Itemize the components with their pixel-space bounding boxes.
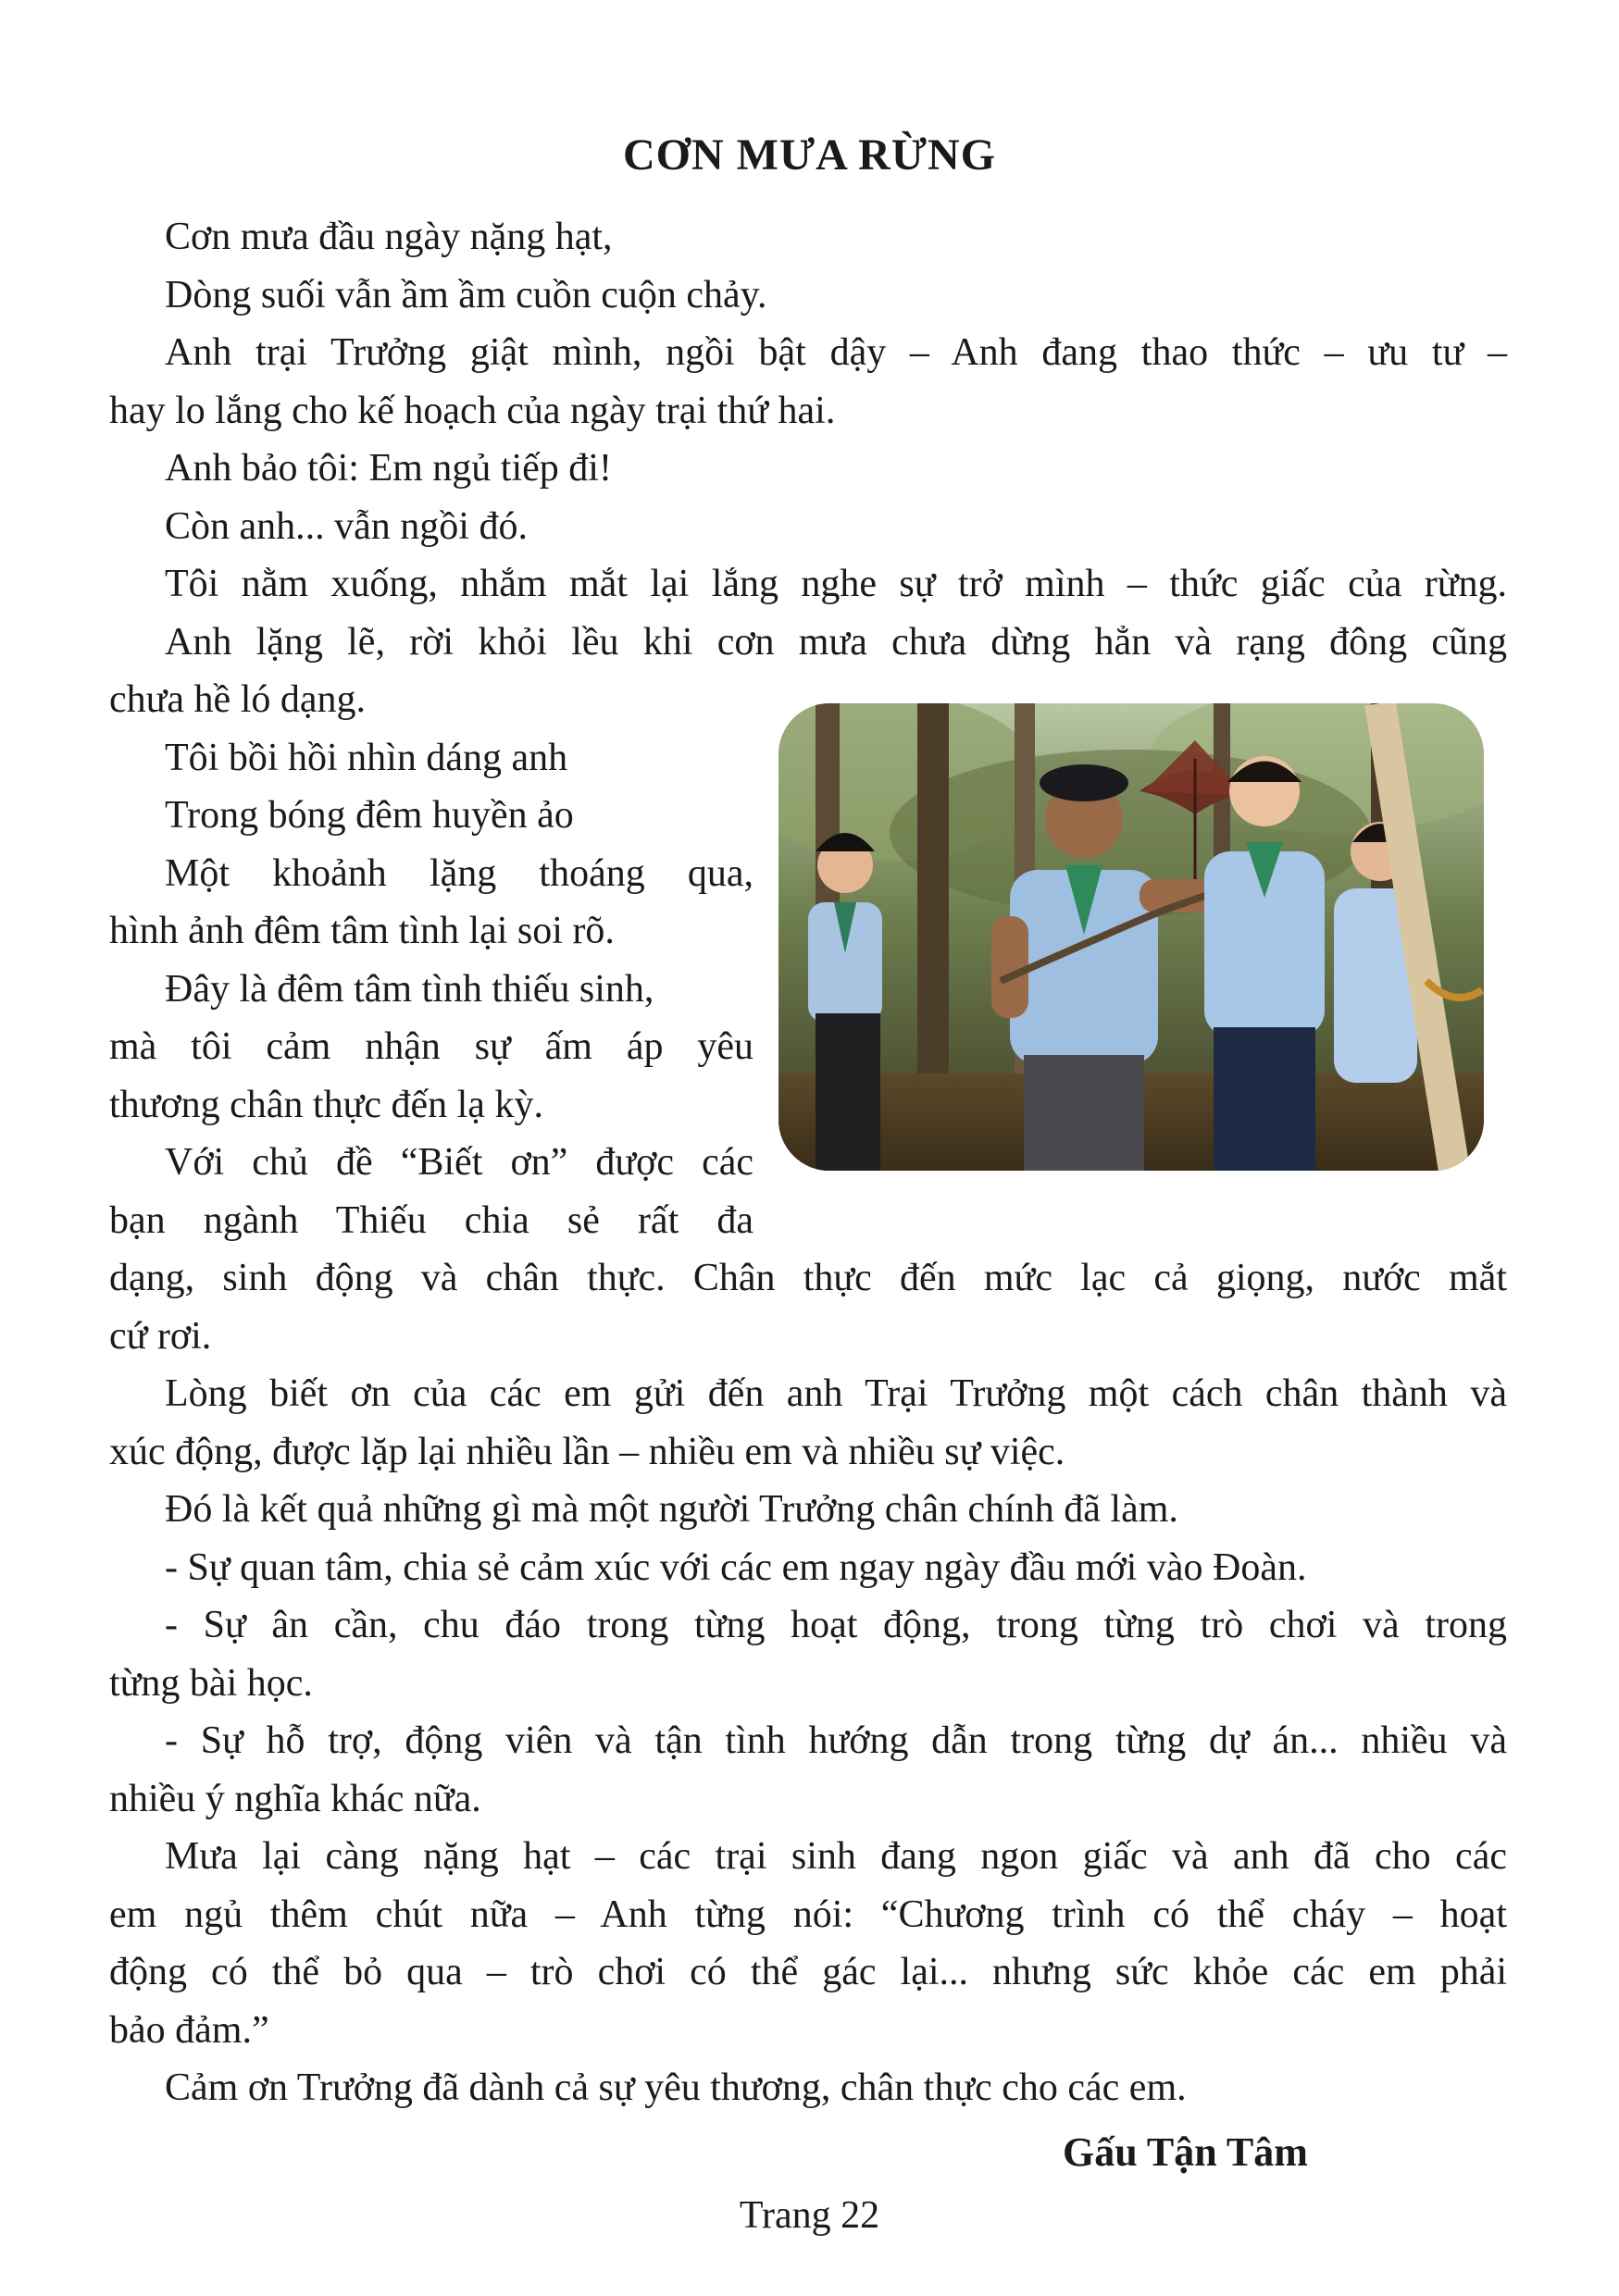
text-line: hình ảnh đêm tâm tình lại soi rõ. bbox=[109, 910, 615, 952]
text-line: Đây là đêm tâm tình thiếu sinh, bbox=[165, 968, 654, 1011]
text-line: hay lo lắng cho kế hoạch của ngày trại thứ hai. bbox=[109, 390, 836, 432]
article-title: CƠN MƯA RỪNG bbox=[622, 130, 997, 180]
text-line: thương chân thực đến lạ kỳ. bbox=[109, 1084, 543, 1126]
text-line: Đó là kết quả những gì mà một người Trưởng chân chính đã làm. bbox=[165, 1488, 1178, 1531]
text-line: - Sự hỗ trợ, động viên và tận tình hướng dẫn trong từng dự án... nhiều và bbox=[165, 1719, 1507, 1762]
text-line: - Sự quan tâm, chia sẻ cảm xúc với các em ngay ngày đầu mới vào Đoàn. bbox=[165, 1546, 1307, 1589]
text-line: Tôi bồi hồi nhìn dáng anh bbox=[165, 737, 568, 779]
text-line: Mưa lại càng nặng hạt – các trại sinh đang ngon giấc và anh đã cho các bbox=[165, 1835, 1507, 1878]
text-line: nhiều ý nghĩa khác nữa. bbox=[109, 1778, 481, 1820]
text-line: Với chủ đề “Biết ơn” được các bbox=[165, 1141, 753, 1184]
text-line: xúc động, được lặp lại nhiều lần – nhiều em và nhiều sự việc. bbox=[109, 1431, 1065, 1473]
forest-scout-photo bbox=[778, 703, 1484, 1171]
text-line: từng bài học. bbox=[109, 1662, 313, 1705]
text-line: Tôi nằm xuống, nhắm mắt lại lắng nghe sự trở mình – thức giấc của rừng. bbox=[165, 563, 1507, 605]
page-number: Trang 22 bbox=[739, 2194, 880, 2237]
text-line: - Sự ân cần, chu đáo trong từng hoạt động, trong từng trò chơi và trong bbox=[165, 1604, 1507, 1646]
text-line: Cơn mưa đầu ngày nặng hạt, bbox=[165, 216, 613, 258]
text-line: Trong bóng đêm huyền ảo bbox=[165, 794, 574, 837]
text-line: mà tôi cảm nhận sự ấm áp yêu bbox=[109, 1025, 753, 1068]
text-line: bạn ngành Thiếu chia sẻ rất đa bbox=[109, 1199, 753, 1242]
text-line: bảo đảm.” bbox=[109, 2009, 269, 2052]
text-line: Dòng suối vẫn ầm ầm cuồn cuộn chảy. bbox=[165, 274, 767, 316]
text-line: Cảm ơn Trưởng đã dành cả sự yêu thương, chân thực cho các em. bbox=[165, 2066, 1187, 2109]
text-line: chưa hề ló dạng. bbox=[109, 678, 366, 721]
text-line: Anh bảo tôi: Em ngủ tiếp đi! bbox=[165, 447, 612, 490]
text-line: Anh trại Trưởng giật mình, ngồi bật dậy – Anh đang thao thức – ưu tư – bbox=[165, 331, 1507, 374]
text-line: Một khoảnh lặng thoáng qua, bbox=[165, 852, 753, 895]
text-line: dạng, sinh động và chân thực. Chân thực đến mức lạc cả giọng, nước mắt bbox=[109, 1257, 1507, 1299]
text-line: Lòng biết ơn của các em gửi đến anh Trại Trưởng một cách chân thành và bbox=[165, 1372, 1507, 1415]
author-signature: Gấu Tận Tâm bbox=[1063, 2129, 1308, 2175]
text-line: em ngủ thêm chút nữa – Anh từng nói: “Chương trình có thể cháy – hoạt bbox=[109, 1893, 1507, 1936]
text-line: Anh lặng lẽ, rời khỏi lều khi cơn mưa chưa dừng hẳn và rạng đông cũng bbox=[165, 621, 1507, 664]
text-line: cứ rơi. bbox=[109, 1315, 212, 1358]
text-line: động có thể bỏ qua – trò chơi có thể gác lại... nhưng sức khỏe các em phải bbox=[109, 1951, 1507, 1993]
text-line: Còn anh... vẫn ngồi đó. bbox=[165, 505, 528, 548]
